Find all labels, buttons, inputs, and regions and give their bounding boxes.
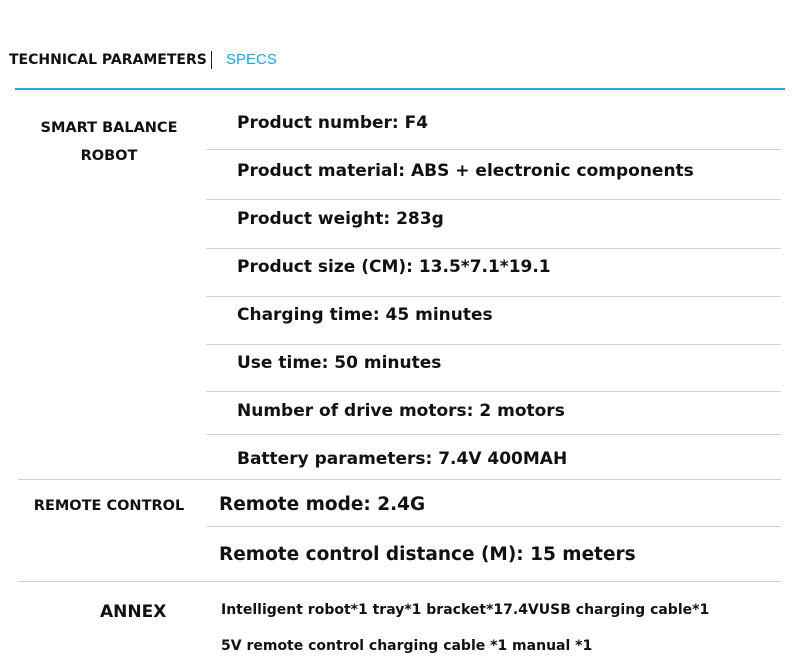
row-divider (206, 296, 781, 297)
row-divider (206, 149, 781, 150)
row-divider (206, 434, 781, 435)
section-divider (18, 479, 781, 480)
header-divider (15, 88, 785, 90)
row-divider (206, 391, 781, 392)
row-divider (206, 526, 781, 527)
spec-remote-mode: Remote mode: 2.4G (219, 494, 426, 515)
section-label-annex: ANNEX (100, 602, 167, 622)
page-subtitle: SPECS (226, 51, 277, 68)
spec-remote-distance: Remote control distance (M): 15 meters (219, 544, 636, 565)
section-label-robot-line1: SMART BALANCE (40, 120, 178, 136)
row-divider (206, 248, 781, 249)
row-divider (206, 199, 781, 200)
annex-line-1: Intelligent robot*1 tray*1 bracket*17.4VUSB charging cable*1 (221, 602, 710, 618)
spec-drive-motors: Number of drive motors: 2 motors (237, 401, 565, 421)
section-label-robot (18, 114, 200, 170)
spec-use-time: Use time: 50 minutes (237, 353, 442, 373)
page-title: TECHNICAL PARAMETERS (9, 51, 212, 69)
annex-line-2: 5V remote control charging cable *1 manual *1 (221, 638, 593, 654)
row-divider (206, 344, 781, 345)
spec-product-size: Product size (CM): 13.5*7.1*19.1 (237, 257, 551, 277)
section-label-remote: REMOTE CONTROL (33, 498, 185, 514)
spec-product-number: Product number: F4 (237, 113, 429, 133)
section-divider (18, 581, 781, 582)
spec-product-material: Product material: ABS + electronic components (237, 161, 694, 181)
spec-charging-time: Charging time: 45 minutes (237, 305, 493, 325)
spec-product-weight: Product weight: 283g (237, 209, 444, 229)
section-label-robot-line2: ROBOT (80, 148, 138, 164)
spec-battery: Battery parameters: 7.4V 400MAH (237, 449, 568, 469)
